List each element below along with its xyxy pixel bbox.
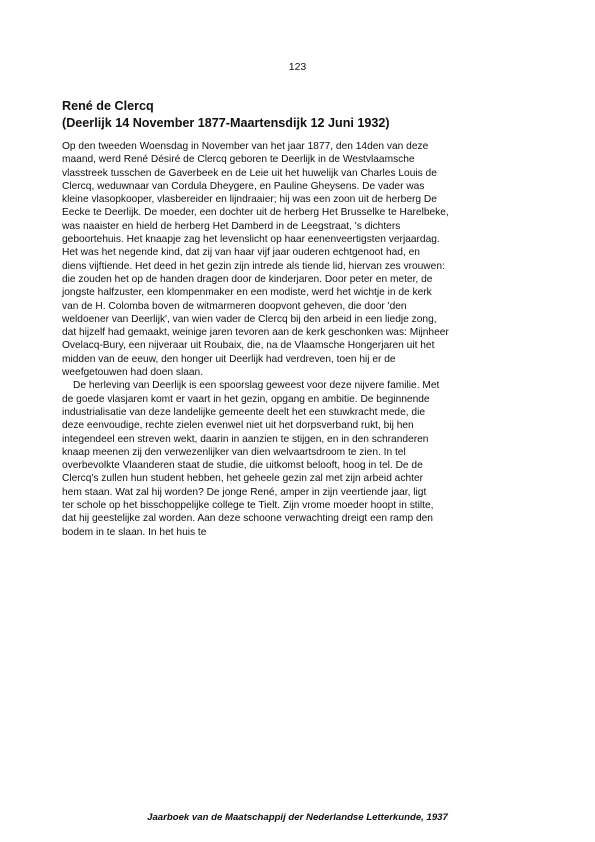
text-line: dat hijzelf had gemaakt, weinige jaren tevoren aan de kerk geschonken was: Mijnheer [62, 327, 449, 339]
text-line: Het was het negende kind, dat zij van haar vijf jaar ouderen echtgenoot had, en [62, 247, 420, 259]
page-number: 123 [288, 61, 307, 73]
text-line: De herleving van Deerlijk is een spoorslag geweest voor deze nijvere familie. Met [73, 380, 440, 392]
text-line: Clercq, weduwnaar van Cordula Dheygere, en Pauline Gheysens. De vader was [62, 180, 425, 192]
author-dates: (Deerlijk 14 November 1877-Maartensdijk 12 Juni 1932) [62, 116, 390, 130]
text-line: knaap meenen zij den verwezenlijker van dien welvaartsdroom te zien. In tel [62, 446, 406, 458]
text-line: Ovelacq-Bury, een nijveraar uit Roubaix, die, na de Vlaamsche Hongerjaren uit het [62, 340, 435, 352]
text-line: maand, werd René Désiré de Clercq geboren te Deerlijk in de Westvlaamsche [62, 154, 415, 166]
text-line: bodem in te slaan. In het huis te [62, 526, 207, 538]
text-line: hem staan. Wat zal hij worden? De jonge René, amper in zijn veertiende jaar, ligt [62, 486, 427, 498]
text-line: geboortehuis. Het knaapje zag het levenslicht op haar eenenveertigsten verjaardag. [62, 234, 440, 246]
paragraph [62, 140, 542, 379]
article-heading [62, 98, 542, 132]
text-line: weldoener van Deerlijk', van wien vader de Clercq bij den arbeid in een liedje zong, [62, 313, 437, 325]
author-name: René de Clercq [62, 99, 154, 113]
article-body [62, 140, 542, 539]
text-line: jongste halfzuster, een klompenmaker en een modiste, werd het wichtje in de kerk [62, 287, 432, 299]
text-line: overbevolkte Vlaanderen staat de studie, die uitkomst belooft, hoog in tel. De de [62, 460, 423, 472]
text-line: integendeel een streven wekt, daarin in aanzien te stijgen, en in den schranderen [62, 433, 429, 445]
text-line: van de H. Colomba boven de witmarmeren doopvont geheven, die door 'den [62, 300, 407, 312]
text-line: diens vijftiende. Het deed in het gezin zijn intrede als tiende lid, hiervan zes vrouwen: [62, 260, 445, 272]
paragraph [62, 379, 542, 539]
text-line: Op den tweeden Woensdag in November van het jaar 1877, den 14den van deze [62, 141, 429, 152]
page-footer: Jaarboek van de Maatschappij der Nederlandse Letterkunde, 1937 [147, 812, 448, 823]
text-line: Clercq's zullen hun student hebben, het geheele gezin zal met zijn arbeid achter [62, 473, 423, 485]
text-line: weefgetouwen had doen slaan. [62, 367, 204, 379]
text-line: kleine vlasopkooper, vlasbereider en lijndraaier; hij was een zoon uit de herberg De [62, 194, 437, 206]
text-line: deze eenvoudige, rechte zielen evenwel niet uit het dorpsverband rukt, bij hen [62, 420, 414, 432]
text-line: vlasstreek tusschen de Gaverbeek en de Leie uit het huwelijk van Charles Louis de [62, 167, 437, 179]
text-line: ter schole op het bisschoppelijke college te Tielt. Zijn vrome moeder hoopt in stilte, [62, 500, 434, 512]
text-line: midden van de eeuw, den honger uit Deerlijk had verdreven, toen hij er de [62, 353, 396, 365]
text-line: industrialisatie van deze landelijke gemeente deelt het een stuwkracht mede, die [62, 406, 426, 418]
text-line: dat hij geestelijke zal worden. Aan deze schoone verwachting dreigt een ramp den [62, 513, 433, 525]
text-line: die zouden het op de handen dragen door de kinderjaren. Door peter en meter, de [62, 273, 433, 285]
text-line: de goede vlasjaren komt er vaart in het gezin, opgang en ambitie. De beginnende [62, 393, 430, 405]
text-line: was naaister en hield de herberg Het Damberd in de Leegstraat, 's dichters [62, 220, 401, 232]
text-line: Eecke te Deerlijk. De moeder, een dochter uit de herberg Het Brusselke te Harelbeke, [62, 207, 449, 219]
